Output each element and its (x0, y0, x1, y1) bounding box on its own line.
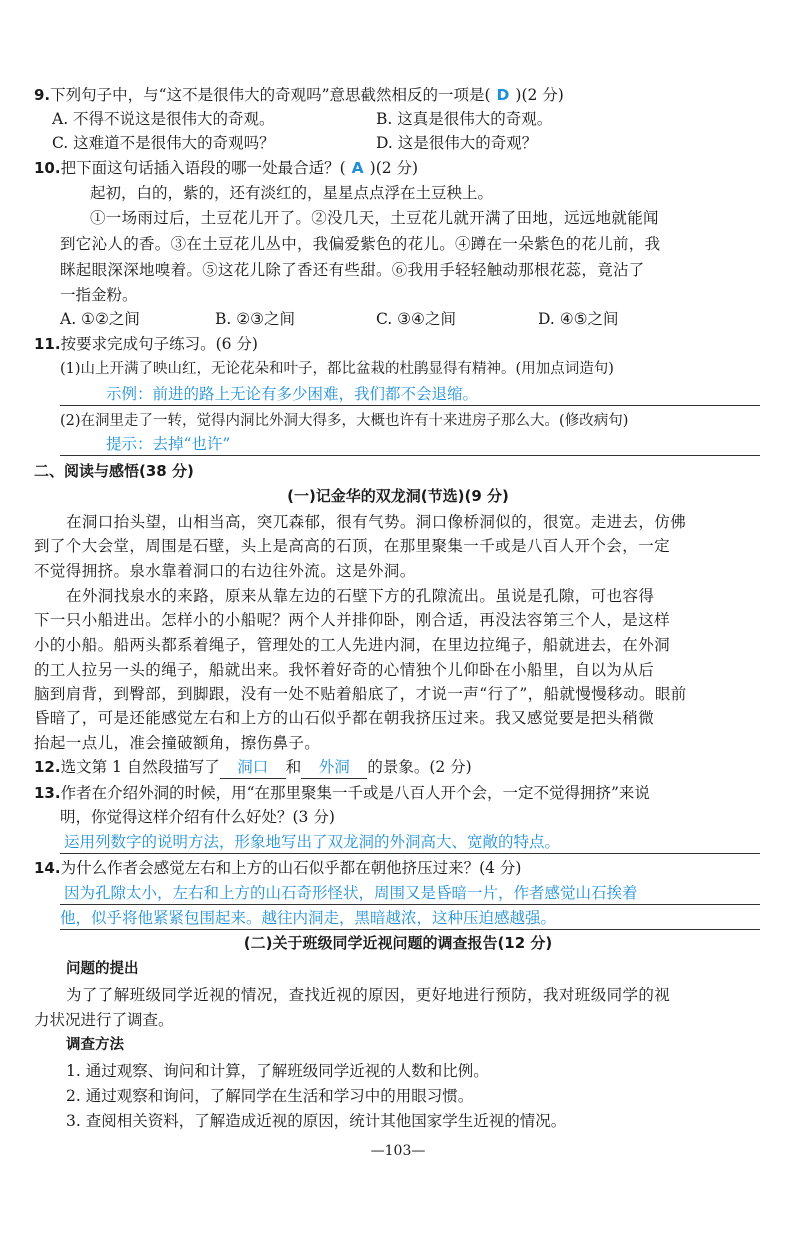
q9-stem-text-b: )(2 分) (515, 86, 564, 104)
q14-number: 14. (34, 859, 61, 877)
q11-stem-text: 按要求完成句子练习。(6 分) (60, 335, 258, 353)
reading-1-line-2: 到了个大会堂，周围是石壁，头上是高高的石顶，在那里聚集一千或是八百人开个会，一定 (34, 537, 671, 555)
q12-blank-2: 外洞 (301, 756, 367, 779)
q10-passage-line-4: 一指金粉。 (60, 286, 138, 304)
q13-stem-line-2: 明，你觉得这样介绍有什么好处？(3 分) (60, 808, 335, 826)
q9-option-c: C. 这难道不是很伟大的奇观吗？ (52, 134, 275, 152)
q10-answer: A (351, 159, 364, 177)
q11-part2-answer: 提示：去掉“也许” (106, 435, 231, 453)
q10-stem (34, 157, 418, 179)
q14-answer-line-1: 因为孔隙太小，左右和上方的山石奇形怪状，周围又是昏暗一片，作者感觉山石挨着 (64, 884, 638, 902)
q14-stem (34, 857, 521, 879)
page-number: —103— (370, 1143, 426, 1159)
q11-part1-answer-line (60, 405, 760, 406)
q11-part1-answer: 示例：前进的路上无论有多少困难，我们都不会退缩。 (106, 385, 479, 403)
q13-stem-line-1 (34, 782, 650, 804)
q13-number: 13. (34, 784, 61, 802)
q10-option-d: D. ④⑤之间 (538, 310, 619, 328)
q9-number: 9. (34, 86, 51, 104)
q9-option-a: A. 不得不说这是很伟大的奇观。 (52, 110, 275, 128)
q10-passage-line-1: ①一场雨过后，土豆花儿开了。②没几天，土豆花儿就开满了田地，远远地就能闻 (90, 209, 659, 227)
reading-2-method-3: 3. 查阅相关资料，了解造成近视的原因，统计其他国家学生近视的情况。 (66, 1112, 567, 1130)
q9-stem (34, 84, 564, 106)
q11-stem (34, 333, 258, 355)
reading-2-title: (二)关于班级同学近视问题的调查报告(12 分) (243, 934, 553, 952)
q11-number: 11. (34, 335, 61, 353)
reading-2-para-line-1: 为了了解班级同学近视的情况，查找近视的原因，更好地进行预防，我对班级同学的视 (66, 986, 671, 1004)
q10-option-b: B. ②③之间 (215, 310, 296, 328)
reading-2-para-line-2: 力状况进行了调查。 (34, 1011, 174, 1029)
reading-1-line-3: 不觉得拥挤。泉水靠着洞口的右边往外流。这是外洞。 (34, 562, 416, 580)
reading-1-line-6: 小的小船。船两头都系着绳子，管理处的工人先进内洞，在里边拉绳子，船就进去，在外洞 (34, 636, 671, 654)
q10-passage-line-2: 到它沁人的香。③在土豆花儿丛中，我偏爱紫色的花儿。④蹲在一朵紫色的花儿前，我 (60, 235, 661, 253)
q11-part1: (1)山上开满了映山红，无论花朵和叶子，都比盆栽的杜鹃显得有精神。(用加点词造句) (60, 361, 614, 377)
reading-1-line-4: 在外洞找泉水的来路，原来从靠左边的石壁下方的孔隙流出。虽说是孔隙，可也容得 (66, 587, 655, 605)
reading-1-line-8: 脑到肩背，到臀部，到脚跟，没有一处不贴着船底了，才说一声“行了”，船就慢慢移动。眼前 (34, 685, 687, 703)
q12-blank-1: 洞口 (220, 756, 286, 779)
q10-option-c: C. ③④之间 (376, 310, 456, 328)
q10-passage-line-3: 眯起眼深深地嗅着。⑤这花儿除了香还有些甜。⑥我用手轻轻触动那根花蕊，竟沾了 (60, 261, 645, 279)
reading-1-line-5: 下一只小船进出。怎样小的小船呢？两个人并排仰卧，刚合适，再没法容第三个人，是这样 (34, 611, 671, 629)
q10-stem-text-a: 把下面这句话插入语段的哪一处最合适？( (60, 159, 346, 177)
q10-insert-sentence: 起初，白的，紫的，还有淡红的，星星点点浮在土豆秧上。 (90, 184, 494, 202)
reading-1-line-9: 昏暗了，可是还能感觉左右和上方的山石似乎都在朝我挤压过来。我又感觉要是把头稍微 (34, 709, 655, 727)
q10-stem-text-b: )(2 分) (369, 159, 419, 177)
q11-part2-answer-line (60, 455, 760, 456)
q13-stem-text-1: 作者在介绍外洞的时候，用“在那里聚集一千或是八百人开个会，一定不觉得拥挤”来说 (60, 784, 650, 802)
q11-part2: (2)在洞里走了一转，觉得内洞比外洞大得多，大概也许有十来进房子那么大。(修改病句) (60, 413, 629, 429)
section-2-title: 二、阅读与感悟(38 分) (34, 462, 194, 480)
q10-option-a: A. ①②之间 (60, 310, 140, 328)
q13-answer-line (60, 853, 760, 854)
reading-2-heading-1: 问题的提出 (66, 961, 139, 977)
q12-stem-mid: 和 (285, 758, 302, 776)
q9-option-b: B. 这真是很伟大的奇观。 (376, 110, 553, 128)
q12-stem (34, 756, 472, 779)
reading-2-method-2: 2. 通过观察和询问，了解同学在生活和学习中的用眼习惯。 (66, 1087, 474, 1105)
q12-number: 12. (34, 758, 61, 776)
q9-option-d: D. 这是很伟大的奇观？ (376, 134, 538, 152)
reading-1-line-7: 的工人拉另一头的绳子，船就出来。我怀着好奇的心情独个儿仰卧在小船里，自以为从后 (34, 661, 655, 679)
q14-answer-rule-2 (60, 929, 760, 930)
q14-stem-text: 为什么作者会感觉左右和上方的山石似乎都在朝他挤压过来？(4 分) (60, 859, 522, 877)
reading-1-title: (一)记金华的双龙洞(节选)(9 分) (287, 487, 509, 505)
q12-stem-text-b: 的景象。(2 分) (367, 758, 472, 776)
q13-answer: 运用列数字的说明方法，形象地写出了双龙洞的外洞高大、宽敞的特点。 (64, 833, 561, 851)
reading-1-line-1: 在洞口抬头望，山相当高，突兀森郁，很有气势。洞口像桥洞似的，很宽。走进去，仿佛 (66, 513, 687, 531)
q9-answer: D (496, 86, 510, 104)
q9-stem-text-a: 下列句子中，与“这不是很伟大的奇观吗”意思截然相反的一项是( (50, 86, 491, 104)
reading-2-heading-2: 调查方法 (66, 1037, 124, 1053)
q12-stem-text-a: 选文第 1 自然段描写了 (60, 758, 220, 776)
reading-2-method-1: 1. 通过观察、询问和计算，了解班级同学近视的人数和比例。 (66, 1062, 489, 1080)
q14-answer-rule-1 (60, 904, 760, 905)
reading-1-line-10: 抬起一点儿，准会撞破额角，擦伤鼻子。 (34, 734, 321, 752)
q10-number: 10. (34, 159, 61, 177)
q14-answer-line-2: 他，似乎将他紧紧包围起来。越往内洞走，黑暗越浓，这种压迫感越强。 (60, 909, 557, 927)
